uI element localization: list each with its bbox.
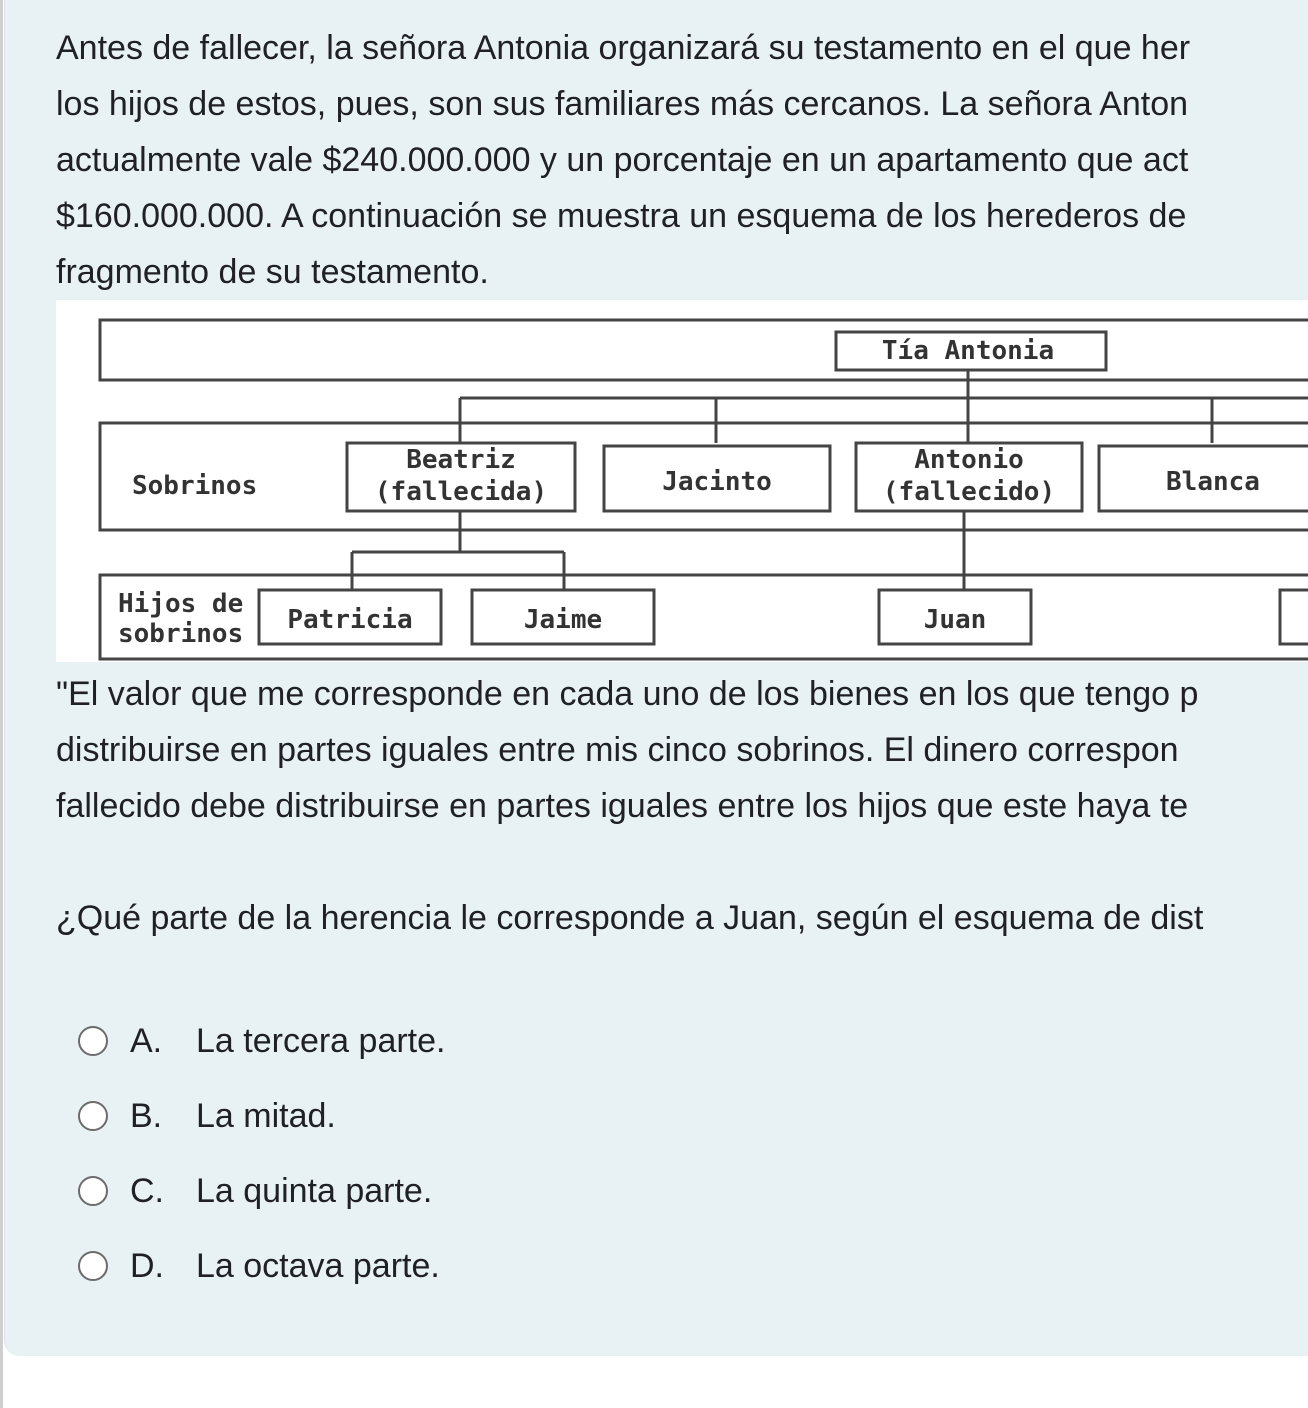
row-band-root — [100, 320, 1308, 380]
family-tree-diagram — [56, 300, 1308, 662]
quote-paragraph — [56, 666, 1198, 834]
option-a[interactable] — [78, 1012, 445, 1070]
connector-sobrinos-drops — [460, 398, 1212, 443]
quote-line: distribuirse en partes iguales entre mis cinco sobrinos. El dinero correspon — [56, 731, 1179, 769]
label-beatriz: Beatriz — [406, 445, 516, 475]
option-letter: A. — [130, 1021, 163, 1060]
question-text: ¿Qué parte de la herencia le corresponde a Juan, según el esquema de dist — [56, 899, 1204, 937]
quote-line: fallecido debe distribuirse en partes iguales entre los hijos que este haya te — [56, 787, 1189, 825]
intro-paragraph — [56, 20, 1190, 300]
option-text: La quinta parte. — [196, 1171, 433, 1210]
answer-options — [78, 1012, 445, 1312]
intro-line: actualmente vale $240.000.000 y un porcentaje en un apartamento que act — [56, 141, 1189, 179]
option-text: La mitad. — [196, 1096, 336, 1135]
option-text: La octava parte. — [196, 1246, 440, 1285]
label-tia-antonia: Tía Antonia — [881, 336, 1055, 366]
option-letter: B. — [130, 1096, 163, 1135]
option-c[interactable] — [78, 1162, 445, 1220]
intro-line: fragmento de su testamento. — [56, 253, 489, 291]
label-sobrinos: Sobrinos — [132, 471, 258, 501]
label-beatriz-status: (fallecida) — [374, 477, 548, 507]
intro-line: los hijos de estos, pues, son sus familiares más cercanos. La señora Anton — [56, 85, 1189, 123]
label-jaime: Jaime — [523, 605, 603, 635]
label-juan: Juan — [923, 605, 987, 635]
label-hijos-de: Hijos de — [118, 589, 244, 619]
quote-line: "El valor que me corresponde en cada uno de los bienes en los que tengo p — [56, 675, 1199, 713]
option-text: La tercera parte. — [196, 1021, 446, 1060]
node-cut-off — [1280, 590, 1308, 644]
radio-button[interactable] — [78, 1251, 108, 1281]
connector-beatriz-drops — [352, 552, 564, 590]
family-tree-svg — [56, 300, 1308, 662]
option-b[interactable] — [78, 1087, 445, 1145]
label-blanca: Blanca — [1166, 467, 1260, 497]
label-jacinto: Jacinto — [662, 467, 772, 497]
radio-button[interactable] — [78, 1101, 108, 1131]
label-antonio: Antonio — [914, 445, 1024, 475]
intro-line: Antes de fallecer, la señora Antonia organizará su testamento en el que her — [56, 29, 1191, 67]
option-d[interactable] — [78, 1237, 445, 1295]
label-antonio-status: (fallecido) — [882, 477, 1056, 507]
label-sobrinos-2: sobrinos — [118, 619, 244, 649]
option-letter: D. — [130, 1246, 164, 1285]
option-letter: C. — [130, 1171, 164, 1210]
window-edge — [0, 0, 3, 1408]
intro-line: $160.000.000. A continuación se muestra un esquema de los herederos de — [56, 197, 1187, 235]
radio-button[interactable] — [78, 1176, 108, 1206]
label-patricia: Patricia — [287, 605, 413, 635]
radio-button[interactable] — [78, 1026, 108, 1056]
